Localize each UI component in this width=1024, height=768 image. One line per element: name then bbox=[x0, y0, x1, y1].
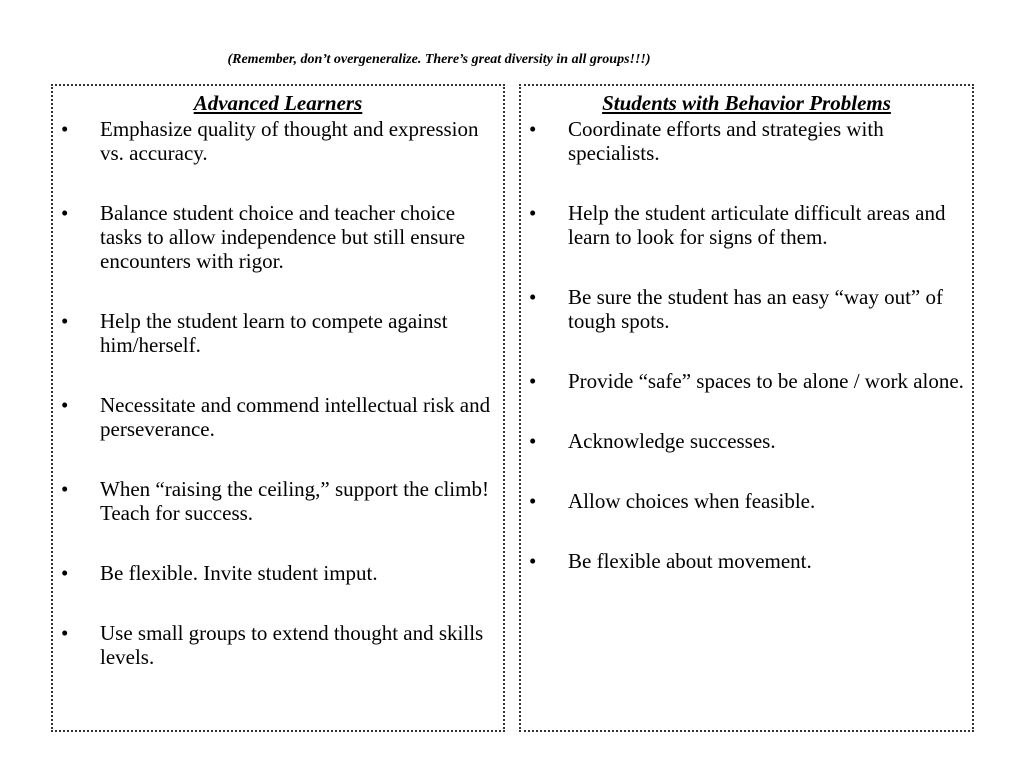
list-item-text: Allow choices when feasible. bbox=[568, 489, 816, 513]
bullet-icon: • bbox=[61, 201, 69, 225]
behavior-problems-list bbox=[521, 117, 972, 573]
bullet-icon: • bbox=[529, 429, 537, 453]
list-item bbox=[53, 201, 503, 273]
list-item bbox=[53, 477, 503, 525]
list-item bbox=[53, 117, 503, 165]
list-item bbox=[521, 429, 972, 453]
list-item-text: Be flexible. Invite student imput. bbox=[100, 561, 378, 585]
list-item bbox=[521, 117, 972, 165]
behavior-problems-panel bbox=[519, 84, 974, 732]
bullet-icon: • bbox=[61, 477, 69, 501]
list-item bbox=[53, 309, 503, 357]
behavior-problems-title: Students with Behavior Problems bbox=[602, 91, 891, 115]
list-item bbox=[521, 549, 972, 573]
list-item bbox=[521, 285, 972, 333]
list-item-text: When “raising the ceiling,” support the climb! Teach for success. bbox=[100, 477, 489, 525]
advanced-learners-list bbox=[53, 117, 503, 669]
advanced-learners-title: Advanced Learners bbox=[193, 91, 363, 115]
list-item-text: Help the student learn to compete against him/herself. bbox=[100, 309, 448, 357]
list-item bbox=[53, 561, 503, 585]
bullet-icon: • bbox=[529, 549, 537, 573]
list-item-text: Help the student articulate difficult areas and learn to look for signs of them. bbox=[568, 201, 946, 249]
list-item bbox=[521, 489, 972, 513]
list-item-text: Coordinate efforts and strategies with specialists. bbox=[568, 117, 884, 165]
advanced-learners-panel bbox=[51, 84, 505, 732]
bullet-icon: • bbox=[529, 369, 537, 393]
list-item bbox=[521, 201, 972, 249]
list-item-text: Be flexible about movement. bbox=[568, 549, 812, 573]
list-item bbox=[53, 621, 503, 669]
list-item-text: Be sure the student has an easy “way out” of tough spots. bbox=[568, 285, 943, 333]
bullet-icon: • bbox=[61, 561, 69, 585]
bullet-icon: • bbox=[61, 309, 69, 333]
list-item-text: Necessitate and commend intellectual risk and perseverance. bbox=[100, 393, 491, 441]
bullet-icon: • bbox=[529, 117, 537, 141]
bullet-icon: • bbox=[529, 285, 537, 309]
bullet-icon: • bbox=[61, 117, 69, 141]
list-item-text: Emphasize quality of thought and expression vs. accuracy. bbox=[100, 117, 479, 165]
bullet-icon: • bbox=[61, 621, 69, 645]
list-item-text: Provide “safe” spaces to be alone / work alone. bbox=[568, 369, 964, 393]
bullet-icon: • bbox=[61, 393, 69, 417]
list-item bbox=[521, 369, 972, 393]
bullet-icon: • bbox=[529, 489, 537, 513]
bullet-icon: • bbox=[529, 201, 537, 225]
list-item-text: Balance student choice and teacher choice tasks to allow independence but still ensure encounters with rigor. bbox=[100, 201, 466, 273]
list-item-text: Use small groups to extend thought and skills levels. bbox=[100, 621, 484, 669]
list-item bbox=[53, 393, 503, 441]
list-item-text: Acknowledge successes. bbox=[568, 429, 776, 453]
diversity-note: (Remember, don’t overgeneralize. There’s great diversity in all groups!!!) bbox=[227, 52, 651, 67]
